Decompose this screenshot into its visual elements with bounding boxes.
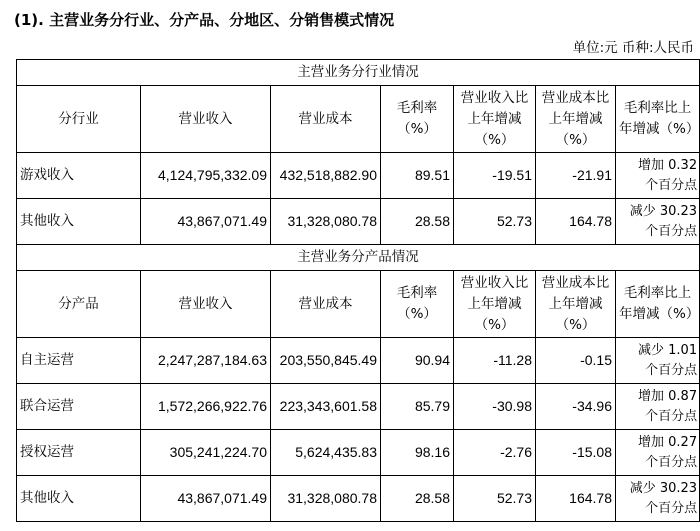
margin-change-cell bbox=[616, 199, 700, 245]
cell-value: -21.91 bbox=[536, 153, 616, 199]
cell-value: 432,518,882.90 bbox=[271, 153, 381, 199]
margin-change-cell bbox=[616, 153, 700, 199]
cell-value: 28.58 bbox=[381, 199, 454, 245]
column-header: 毛利率（%） bbox=[381, 271, 454, 338]
margin-change-value: 增加 0.27 bbox=[638, 434, 698, 450]
section-title-row bbox=[17, 60, 700, 86]
margin-change-cell bbox=[616, 430, 700, 476]
column-header: 营业收入 bbox=[141, 86, 271, 153]
table-row bbox=[17, 153, 700, 199]
column-header: 毛利率（%） bbox=[381, 86, 454, 153]
cell-value: 89.51 bbox=[381, 153, 454, 199]
margin-change-unit: 个百分点 bbox=[645, 362, 698, 378]
table-row bbox=[17, 199, 700, 245]
margin-change-value: 增加 0.87 bbox=[638, 388, 698, 404]
cell-value: 223,343,601.58 bbox=[271, 384, 381, 430]
column-header: 毛利率比上年增减（%） bbox=[616, 271, 700, 338]
margin-change-value: 减少 30.23 bbox=[629, 480, 698, 496]
column-header: 营业成本比上年增减（%） bbox=[536, 86, 616, 153]
cell-value: 43,867,071.49 bbox=[141, 476, 271, 522]
column-header: 分产品 bbox=[17, 271, 141, 338]
section-title: 主营业务分产品情况 bbox=[17, 245, 700, 271]
margin-change-unit: 个百分点 bbox=[645, 177, 698, 193]
row-label: 游戏收入 bbox=[17, 153, 141, 199]
section-title: 主营业务分行业情况 bbox=[17, 60, 700, 86]
header-row bbox=[17, 271, 700, 338]
table-row bbox=[17, 430, 700, 476]
cell-value: 164.78 bbox=[536, 476, 616, 522]
margin-change-value: 增加 0.32 bbox=[638, 157, 698, 173]
margin-change-unit: 个百分点 bbox=[645, 223, 698, 239]
cell-value: 4,124,795,332.09 bbox=[141, 153, 271, 199]
cell-value: -19.51 bbox=[454, 153, 536, 199]
cell-value: -15.08 bbox=[536, 430, 616, 476]
cell-value: 5,624,435.83 bbox=[271, 430, 381, 476]
cell-value: 31,328,080.78 bbox=[271, 199, 381, 245]
column-header: 营业成本 bbox=[271, 86, 381, 153]
cell-value: 85.79 bbox=[381, 384, 454, 430]
margin-change-unit: 个百分点 bbox=[645, 500, 698, 516]
cell-value: 43,867,071.49 bbox=[141, 199, 271, 245]
section-heading: (1). 主营业务分行业、分产品、分地区、分销售模式情况 bbox=[14, 11, 395, 29]
cell-value: 90.94 bbox=[381, 338, 454, 384]
column-header: 营业收入比上年增减（%） bbox=[454, 271, 536, 338]
column-header: 分行业 bbox=[17, 86, 141, 153]
cell-value: -2.76 bbox=[454, 430, 536, 476]
cell-value: 52.73 bbox=[454, 476, 536, 522]
row-label: 联合运营 bbox=[17, 384, 141, 430]
margin-change-cell bbox=[616, 384, 700, 430]
cell-value: -11.28 bbox=[454, 338, 536, 384]
section-title-row bbox=[17, 245, 700, 271]
cell-value: 31,328,080.78 bbox=[271, 476, 381, 522]
cell-value: 203,550,845.49 bbox=[271, 338, 381, 384]
cell-value: 305,241,224.70 bbox=[141, 430, 271, 476]
row-label: 自主运营 bbox=[17, 338, 141, 384]
cell-value: 28.58 bbox=[381, 476, 454, 522]
margin-change-cell bbox=[616, 476, 700, 522]
column-header: 营业成本比上年增减（%） bbox=[536, 271, 616, 338]
cell-value: 164.78 bbox=[536, 199, 616, 245]
cell-value: 2,247,287,184.63 bbox=[141, 338, 271, 384]
margin-change-value: 减少 30.23 bbox=[629, 203, 698, 219]
column-header: 营业成本 bbox=[271, 271, 381, 338]
row-label: 其他收入 bbox=[17, 199, 141, 245]
margin-change-value: 减少 1.01 bbox=[638, 342, 698, 358]
main-business-table bbox=[16, 59, 700, 522]
cell-value: -0.15 bbox=[536, 338, 616, 384]
unit-currency-note: 单位:元 币种:人民币 bbox=[572, 40, 694, 56]
margin-change-cell bbox=[616, 338, 700, 384]
row-label: 授权运营 bbox=[17, 430, 141, 476]
column-header: 毛利率比上年增减（%） bbox=[616, 86, 700, 153]
cell-value: -34.96 bbox=[536, 384, 616, 430]
table-row bbox=[17, 338, 700, 384]
table-row bbox=[17, 476, 700, 522]
table-row bbox=[17, 384, 700, 430]
column-header: 营业收入 bbox=[141, 271, 271, 338]
cell-value: 98.16 bbox=[381, 430, 454, 476]
cell-value: 52.73 bbox=[454, 199, 536, 245]
cell-value: -30.98 bbox=[454, 384, 536, 430]
row-label: 其他收入 bbox=[17, 476, 141, 522]
cell-value: 1,572,266,922.76 bbox=[141, 384, 271, 430]
margin-change-unit: 个百分点 bbox=[645, 454, 698, 470]
margin-change-unit: 个百分点 bbox=[645, 408, 698, 424]
column-header: 营业收入比上年增减（%） bbox=[454, 86, 536, 153]
header-row bbox=[17, 86, 700, 153]
